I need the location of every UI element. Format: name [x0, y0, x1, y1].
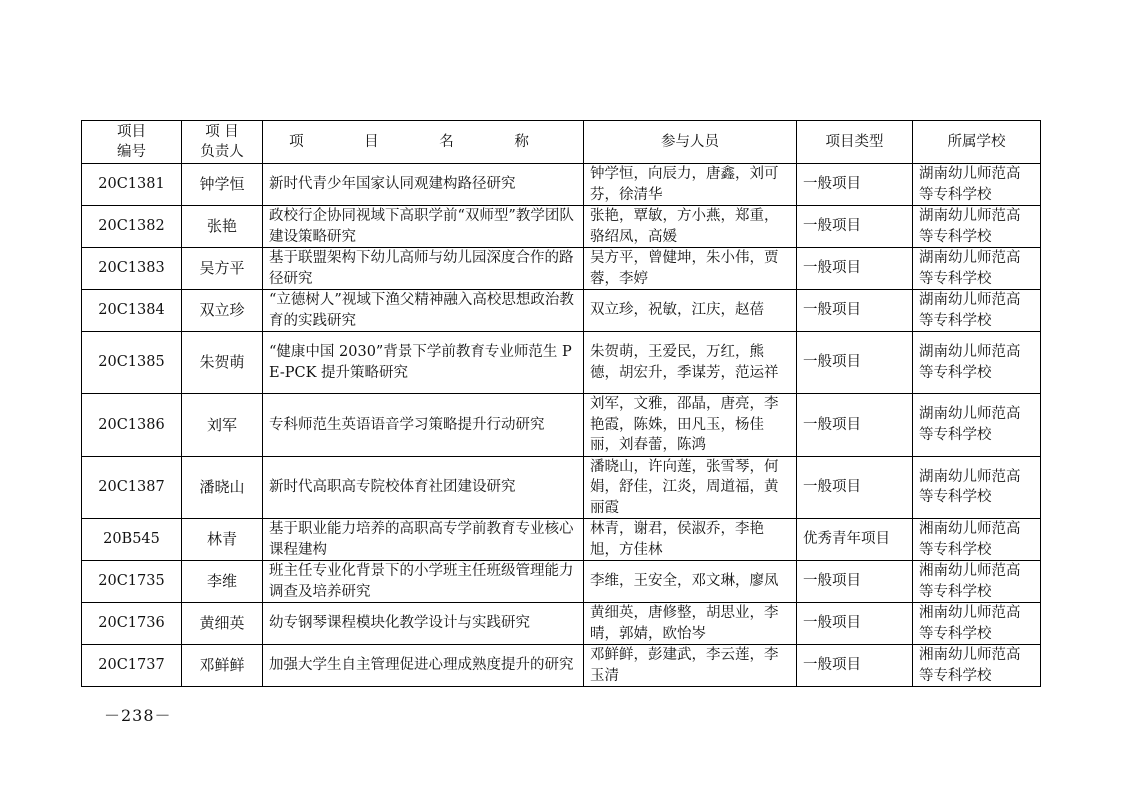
table-row	[82, 164, 1041, 206]
header-participants: 参与人员	[584, 121, 797, 164]
school-cell: 湘南幼儿师范高等专科学校	[913, 645, 1041, 687]
project-leader-cell: 张艳	[182, 206, 263, 248]
project-code-cell: 20C1735	[82, 561, 182, 603]
table-row	[82, 290, 1041, 332]
table-body	[82, 164, 1041, 687]
project-type-cell: 一般项目	[797, 394, 913, 457]
header-school: 所属学校	[913, 121, 1041, 164]
school-cell: 湘南幼儿师范高等专科学校	[913, 603, 1041, 645]
project-leader-cell: 李维	[182, 561, 263, 603]
project-name-cell: 新时代青少年国家认同观建构路径研究	[263, 164, 584, 206]
project-name-cell: 班主任专业化背景下的小学班主任班级管理能力调查及培养研究	[263, 561, 584, 603]
school-cell: 湖南幼儿师范高等专科学校	[913, 394, 1041, 457]
project-name-cell: “健康中国 2030”背景下学前教育专业师范生 PE-PCK 提升策略研究	[263, 332, 584, 394]
project-type-cell: 一般项目	[797, 332, 913, 394]
project-name-cell: 加强大学生自主管理促进心理成熟度提升的研究	[263, 645, 584, 687]
project-type-cell: 一般项目	[797, 248, 913, 290]
participants-cell: 张艳，覃敏，方小燕，郑重，骆绍凤，高媛	[584, 206, 797, 248]
project-type-cell: 一般项目	[797, 561, 913, 603]
school-cell: 湖南幼儿师范高等专科学校	[913, 456, 1041, 519]
project-type-cell: 一般项目	[797, 290, 913, 332]
project-type-cell: 一般项目	[797, 645, 913, 687]
participants-cell: 朱贺萌，王爱民，万红，熊德，胡宏升，季谋芳，范运祥	[584, 332, 797, 394]
participants-cell: 潘晓山，许向莲，张雪琴，何娟，舒佳，江炎，周道福，黄丽霞	[584, 456, 797, 519]
header-row	[82, 121, 1041, 164]
table-row	[82, 456, 1041, 519]
project-type-cell: 优秀青年项目	[797, 519, 913, 561]
participants-cell: 钟学恒，向辰力，唐鑫，刘可芬，徐清华	[584, 164, 797, 206]
project-code-cell: 20C1383	[82, 248, 182, 290]
project-name-cell: “立德树人”视域下渔父精神融入高校思想政治教育的实践研究	[263, 290, 584, 332]
project-code-cell: 20C1381	[82, 164, 182, 206]
table-row	[82, 394, 1041, 457]
project-leader-cell: 林青	[182, 519, 263, 561]
header-project-type: 项目类型	[797, 121, 913, 164]
participants-cell: 邓鲜鲜，彭建武，李云莲，李玉清	[584, 645, 797, 687]
project-name-cell: 基于联盟架构下幼儿高师与幼儿园深度合作的路径研究	[263, 248, 584, 290]
project-leader-cell: 黄细英	[182, 603, 263, 645]
project-name-cell: 政校行企协同视域下高职学前“双师型”教学团队建设策略研究	[263, 206, 584, 248]
participants-cell: 黄细英，唐修整，胡思业，李晴，郭婧，欧怡岑	[584, 603, 797, 645]
table-row	[82, 603, 1041, 645]
participants-cell: 双立珍，祝敏，江庆，赵蓓	[584, 290, 797, 332]
project-code-cell: 20C1736	[82, 603, 182, 645]
project-type-cell: 一般项目	[797, 456, 913, 519]
project-leader-cell: 邓鲜鲜	[182, 645, 263, 687]
school-cell: 湖南幼儿师范高等专科学校	[913, 164, 1041, 206]
table-row	[82, 248, 1041, 290]
table-row	[82, 561, 1041, 603]
school-cell: 湖南幼儿师范高等专科学校	[913, 332, 1041, 394]
project-leader-cell: 吴方平	[182, 248, 263, 290]
project-code-cell: 20C1382	[82, 206, 182, 248]
project-type-cell: 一般项目	[797, 206, 913, 248]
participants-cell: 林青，谢君，侯淑乔，李艳旭，方佳林	[584, 519, 797, 561]
header-project-code: 项目 编号	[82, 121, 182, 164]
project-table	[81, 120, 1041, 687]
project-code-cell: 20C1737	[82, 645, 182, 687]
school-cell: 湖南幼儿师范高等专科学校	[913, 248, 1041, 290]
school-cell: 湖南幼儿师范高等专科学校	[913, 206, 1041, 248]
participants-cell: 李维，王安全，邓文琳，廖凤	[584, 561, 797, 603]
project-code-cell: 20C1385	[82, 332, 182, 394]
project-type-cell: 一般项目	[797, 603, 913, 645]
project-leader-cell: 朱贺萌	[182, 332, 263, 394]
header-project-name: 项 目 名 称	[263, 121, 584, 164]
table-row	[82, 645, 1041, 687]
project-name-cell: 幼专钢琴课程模块化教学设计与实践研究	[263, 603, 584, 645]
school-cell: 湘南幼儿师范高等专科学校	[913, 519, 1041, 561]
table-row	[82, 206, 1041, 248]
school-cell: 湘南幼儿师范高等专科学校	[913, 561, 1041, 603]
project-type-cell: 一般项目	[797, 164, 913, 206]
project-code-cell: 20B545	[82, 519, 182, 561]
project-leader-cell: 双立珍	[182, 290, 263, 332]
table-row	[82, 332, 1041, 394]
header-project-leader: 项 目 负责人	[182, 121, 263, 164]
project-leader-cell: 刘军	[182, 394, 263, 457]
project-leader-cell: 潘晓山	[182, 456, 263, 519]
project-code-cell: 20C1387	[82, 456, 182, 519]
table-header	[82, 121, 1041, 164]
project-name-cell: 新时代高职高专院校体育社团建设研究	[263, 456, 584, 519]
project-leader-cell: 钟学恒	[182, 164, 263, 206]
project-code-cell: 20C1384	[82, 290, 182, 332]
table-row	[82, 519, 1041, 561]
project-name-cell: 专科师范生英语语音学习策略提升行动研究	[263, 394, 584, 457]
project-code-cell: 20C1386	[82, 394, 182, 457]
participants-cell: 刘军，文雅，邵晶，唐亮，李艳霞，陈姝，田凡玉，杨佳丽，刘春蕾，陈鸿	[584, 394, 797, 457]
project-name-cell: 基于职业能力培养的高职高专学前教育专业核心课程建构	[263, 519, 584, 561]
school-cell: 湖南幼儿师范高等专科学校	[913, 290, 1041, 332]
participants-cell: 吴方平，曾健坤，朱小伟，贾蓉，李婷	[584, 248, 797, 290]
page-number: －238－	[104, 706, 172, 725]
